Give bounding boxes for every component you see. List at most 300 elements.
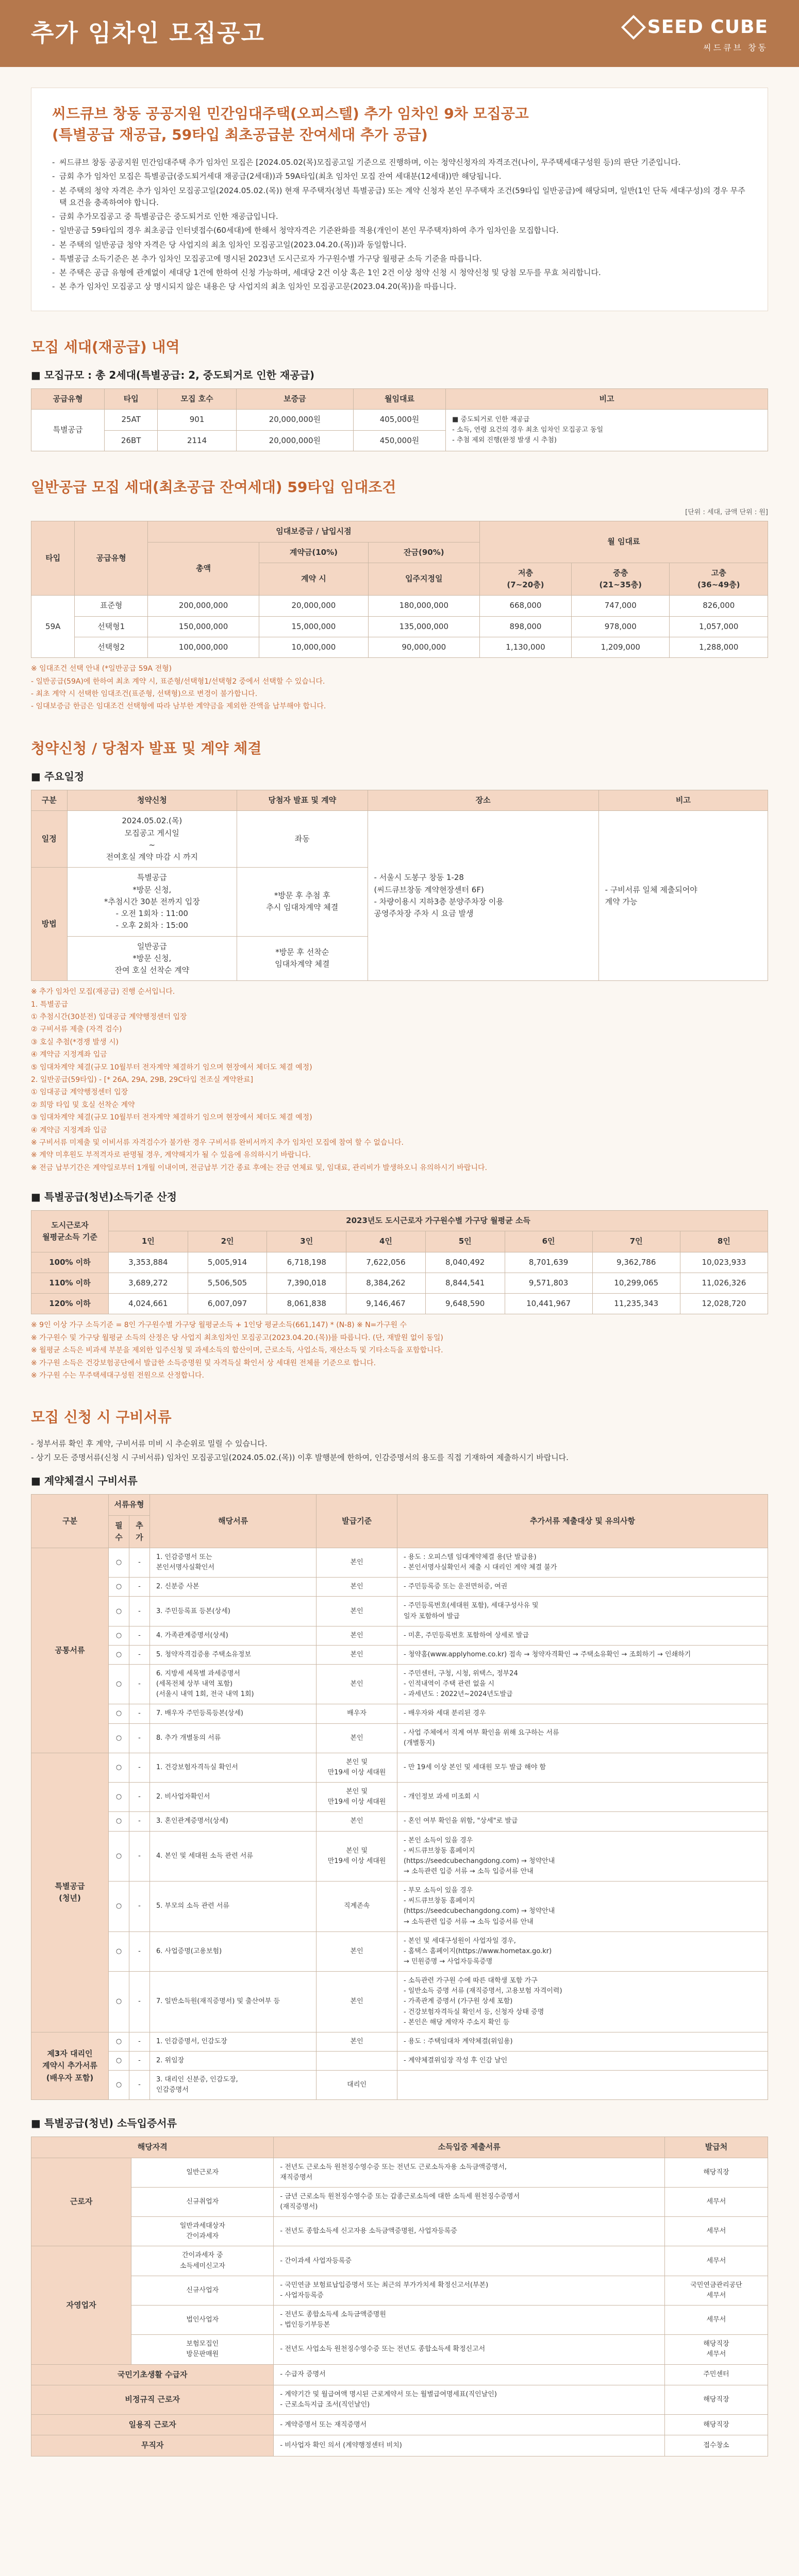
note: - 소득관련 가구원 수에 따른 대학생 포함 가구 - 일반소득 증명 서류 (재직증명서, 고용보험 자격이력) - 가족관계 증명서 (가구원 상세 포함) - 건강보험자격득실 확인서 등, 신청자 상태 증명 - 본인은 해당 계약자 주소지 확인 등 xyxy=(397,1972,768,2032)
sub-type: 보험모집인 방문판매원 xyxy=(131,2335,274,2364)
basis: 본인 xyxy=(317,1626,397,1645)
cell: 9,648,590 xyxy=(425,1294,505,1314)
group-name: 근로자 xyxy=(31,2158,131,2246)
basis: 본인 및 만19세 이상 세대원 xyxy=(317,1783,397,1812)
note-line: ② 구비서류 제출 (자격 검수) xyxy=(31,1025,122,1034)
intro-item: - 본 추가 임차인 모집공고 상 명시되지 않은 내용은 당 사업지의 최초 임차인 모집공고문(2023.04.20(목))을 따릅니다. xyxy=(52,281,747,293)
page-header xyxy=(0,0,799,67)
income-table xyxy=(31,1210,768,1314)
table-row xyxy=(31,1626,768,1645)
doc: 5. 부모의 소득 관련 서류 xyxy=(150,1882,317,1932)
cell: 9,146,467 xyxy=(346,1294,426,1314)
th: 110% 이하 xyxy=(31,1273,109,1293)
th: 타입 xyxy=(31,521,75,596)
group-name: 특별공급 (청년) xyxy=(31,1753,109,2032)
basis: 직계존속 xyxy=(317,1882,397,1932)
doc: 3. 혼인관계증명서(상세) xyxy=(150,1812,317,1831)
th: 5인 xyxy=(425,1231,505,1252)
th: 7인 xyxy=(592,1231,680,1252)
table-row xyxy=(31,1273,768,1293)
issuer: 해당직장 xyxy=(665,2158,768,2187)
sub-type: 법인사업자 xyxy=(131,2306,274,2335)
required-check: ○ xyxy=(109,1972,129,2032)
note: - 미혼, 주민등록번호 포함하여 상세로 발급 xyxy=(397,1626,768,1645)
cell: 9,571,803 xyxy=(505,1273,592,1293)
note-line: ※ 9인 이상 가구 소득기준 = 8인 가구원수별 가구당 월평균소득 + 1인당 평균소득(661,147) * (N-8) ※ N=가구원 수 xyxy=(31,1321,407,1330)
th: 고층 (36~49층) xyxy=(670,563,768,596)
doc: 2. 비사업자확인서 xyxy=(150,1783,317,1812)
cell: 180,000,000 xyxy=(368,596,479,616)
sec4-notes xyxy=(31,1319,768,1381)
doc: 6. 사업증명(고용보험) xyxy=(150,1931,317,1971)
logo-sub: 씨드큐브 창동 xyxy=(703,42,768,53)
cell: 25AT xyxy=(105,410,158,430)
cell: 978,000 xyxy=(572,616,670,637)
th: 해당자격 xyxy=(31,2137,274,2158)
sec2-notes xyxy=(31,663,768,713)
cell: 7,390,018 xyxy=(267,1273,346,1293)
cell: 6,007,097 xyxy=(188,1294,267,1314)
intro-item: - 본 주택은 공급 유형에 관계없이 세대당 1건에 한하여 신청 가능하며, 세대당 2건 이상 혹은 1인 2건 이상 청약 신청 시 청약신청 및 당첨 모두를 무효 처리합니다. xyxy=(52,267,747,279)
note: - 주민센터, 구청, 시청, 위택스, 정부24 - 인적내역이 주택 관련 없을 시 - 과세년도 : 2022년~2024년도발급 xyxy=(397,1665,768,1704)
sec2-table xyxy=(31,521,768,658)
doc: 1. 인감증명서, 인감도장 xyxy=(150,2032,317,2051)
note-line: ※ 임대조건 선택 안내 (*일반공급 59A 전형) xyxy=(31,665,172,673)
sec3-table xyxy=(31,790,768,981)
table-row xyxy=(31,2335,768,2364)
cell: 6,718,198 xyxy=(267,1252,346,1273)
note-line: ※ 가구원 수는 무주택세대구성원 전원으로 산정합니다. xyxy=(31,1371,204,1380)
cell: 405,000원 xyxy=(353,410,445,430)
basis: 본인 xyxy=(317,1645,397,1664)
optional-check: - xyxy=(129,1548,150,1578)
docs: - 전년도 근로소득 원천징수영수증 또는 전년도 근로소득자용 소득금액증명서, 재직증명서 xyxy=(274,2158,665,2187)
table-row xyxy=(31,596,768,616)
issuer: 세무서 xyxy=(665,2246,768,2276)
th: 임대보증금 / 납입시점 xyxy=(147,521,479,542)
group-name: 무직자 xyxy=(31,2435,274,2456)
optional-check: - xyxy=(129,2051,150,2070)
group-name: 국민기초생활 수급자 xyxy=(31,2364,274,2385)
th: 6인 xyxy=(505,1231,592,1252)
basis: 본인 xyxy=(317,1548,397,1578)
brand-logo xyxy=(625,13,768,55)
issuer: 해당직장 xyxy=(665,2415,768,2435)
table-row xyxy=(31,1831,768,1882)
note-line: ※ 가구원수 및 가구당 월평균 소득의 산정은 당 사업지 최초임차인 모집공고(2023.04.20.(목))를 따릅니다. (단, 재발원 없이 동일) xyxy=(31,1333,443,1342)
docs: - 전년도 사업소득 원천징수영수증 또는 전년도 종합소득세 확정신고서 xyxy=(274,2335,665,2364)
required-check: ○ xyxy=(109,2071,129,2100)
doc: 7. 배우자 주민등록등본(상세) xyxy=(150,1704,317,1723)
th: 구분 xyxy=(31,790,68,811)
table-row xyxy=(31,2246,768,2276)
intro-item: - 금회 추가 임차인 모집은 특별공급(중도퇴거세대 재공급(2세대))과 59A타입(최초 임차인 모집 잔여 세대분(12세대))만 해당됩니다. xyxy=(52,171,747,182)
th: 공급유형 xyxy=(75,521,148,596)
optional-check: - xyxy=(129,1882,150,1932)
docs-table xyxy=(31,1494,768,2100)
required-check: ○ xyxy=(109,1831,129,1882)
note: - 본인 소득이 있을 경우 - 씨드큐브창동 홈페이지 (https://seedcubechangdong.com) → 청약안내 → 소득관련 입증 서류 → 소득 입증서류 안내 xyxy=(397,1831,768,1882)
note-line: 1. 특별공급 xyxy=(31,1000,68,1009)
issuer: 세무서 xyxy=(665,2217,768,2246)
th: 발급기준 xyxy=(317,1495,397,1548)
group-name: 공통서류 xyxy=(31,1548,109,1753)
basis: 배우자 xyxy=(317,1704,397,1723)
th: 중층 (21~35층) xyxy=(572,563,670,596)
note-line: ⑤ 임대차계약 체결(규모 10월부터 전자계약 체결하기 임으며 현장에서 체더도 체결 예정) xyxy=(31,1063,312,1072)
note-line: ① 임대공급 계약행정센터 입장 xyxy=(31,1088,128,1097)
table-row xyxy=(31,2032,768,2051)
note-line: 2. 일반공급(59타입) - [* 26A, 29A, 29B, 29C타입 전조실 계약완료] xyxy=(31,1076,254,1084)
cell: 20,000,000원 xyxy=(236,430,353,451)
optional-check: - xyxy=(129,1704,150,1723)
th: 1인 xyxy=(109,1231,188,1252)
cell: 8,061,838 xyxy=(267,1294,346,1314)
table-row xyxy=(31,2435,768,2456)
cell: 9,362,786 xyxy=(592,1252,680,1273)
sec3-title: 청약신청 / 당첨자 발표 및 계약 체결 xyxy=(31,739,262,757)
th: 해당서류 xyxy=(150,1495,317,1548)
cell: 26BT xyxy=(105,430,158,451)
note: - 계약체결위임장 작성 후 인감 날인 xyxy=(397,2051,768,2070)
note-line: ① 추첨시간(30분전) 입대공급 계약행정센터 입장 xyxy=(31,1013,187,1022)
required-check: ○ xyxy=(109,1723,129,1753)
cell: 표준형 xyxy=(75,596,148,616)
cube-logo-icon xyxy=(621,15,646,40)
note-line: ※ 추가 임차인 모집(재공급) 진행 순서입니다. xyxy=(31,988,175,996)
intro-item: - 본 주택의 일반공급 청약 자격은 당 사업지의 최초 임차인 모집공고일(2023.04.20.(목))과 동일합니다. xyxy=(52,239,747,251)
th: 청약신청 xyxy=(67,790,237,811)
table-row xyxy=(31,2071,768,2100)
th: 소득입증 제출서류 xyxy=(274,2137,665,2158)
note-line: ※ 계약 미후원도 부적격자로 판명될 경우, 계약해지가 될 수 있음에 유의하시기 바랍니다. xyxy=(31,1151,311,1160)
cell: 901 xyxy=(158,410,237,430)
sec1-remark: ■ 중도퇴거로 인한 재공급 - 소득, 연령 요건의 경우 최초 임차인 모집공고 동일 - 추첨 제외 진행(완정 발생 시 추첨) xyxy=(446,410,768,451)
sec2-title: 일반공급 모집 세대(최초공급 잔여세대) 59타입 임대조건 xyxy=(31,478,396,496)
optional-check: - xyxy=(129,1753,150,1782)
intro-line: - 상기 모든 증명서류(신청 시 구비서류) 임차인 모집공고일(2024.05.02.(목)) 이후 발행분에 한하여, 인감증명서의 용도를 직접 기재하여 제출하시기 바랍니다. xyxy=(31,1453,569,1463)
basis: 본인 xyxy=(317,1597,397,1626)
th: 잔금(90%) xyxy=(368,542,479,563)
th: 방법 xyxy=(31,868,68,981)
optional-check: - xyxy=(129,1831,150,1882)
doc: 4. 가족관계증명서(상세) xyxy=(150,1626,317,1645)
note-line: ※ 월평균 소득은 비과세 부분을 제외한 입주신청 및 과세소득의 합산이며, 근로소득, 사업소득, 재산소득 및 기타소득을 포함합니다. xyxy=(31,1346,443,1355)
cell: 3,689,272 xyxy=(109,1273,188,1293)
docs: - 전년도 종합소득세 신고자용 소득금액증명원, 사업자등록증 xyxy=(274,2217,665,2246)
note: - 사업 주체에서 직계 여부 확인을 위해 요구하는 서류 (개별통지) xyxy=(397,1723,768,1753)
group-name: 일용직 근로자 xyxy=(31,2415,274,2435)
table-row xyxy=(31,1665,768,1704)
th: 일정 xyxy=(31,811,68,868)
table-row xyxy=(31,2158,768,2187)
table-row xyxy=(31,2187,768,2216)
th: 100% 이하 xyxy=(31,1252,109,1273)
table-row xyxy=(31,2051,768,2070)
group-name: 비정규직 근로자 xyxy=(31,2385,274,2414)
basis: 본인 및 만19세 이상 세대원 xyxy=(317,1753,397,1782)
note: - 주민등록번호(세대원 포함), 세대구성사유 및 일자 포함하여 발급 xyxy=(397,1597,768,1626)
required-check: ○ xyxy=(109,1597,129,1626)
basis: 본인 xyxy=(317,1812,397,1831)
cell: 8,384,262 xyxy=(346,1273,426,1293)
docs: - 계약증명서 또는 재직증명서 xyxy=(274,2415,665,2435)
table-row xyxy=(31,1645,768,1664)
note: - 주민등록증 또는 운전면허증, 여권 xyxy=(397,1578,768,1597)
th: 구분 xyxy=(31,1495,109,1548)
note: - 만 19세 이상 본인 및 세대원 모두 발급 해야 함 xyxy=(397,1753,768,1782)
income-docs-table xyxy=(31,2137,768,2456)
note: - 청약홈(www.applyhome.co.kr) 접속 → 청약자격확인 → 주택소유확인 → 조회하기 → 인쇄하기 xyxy=(397,1645,768,1664)
table-row xyxy=(31,1931,768,1971)
basis: 본인 xyxy=(317,2032,397,2051)
doc: 5. 청약자격검증용 주택소유정보 xyxy=(150,1645,317,1664)
issuer: 세무서 xyxy=(665,2187,768,2216)
cell: 8,040,492 xyxy=(425,1252,505,1273)
doc: 3. 대리인 신분증, 인감도장, 인감증명서 xyxy=(150,2071,317,2100)
table-row xyxy=(31,616,768,637)
doc: 7. 일반소득원(재직증명서) 및 출산여부 등 xyxy=(150,1972,317,2032)
table-row xyxy=(31,2276,768,2305)
table-row xyxy=(31,1753,768,1782)
cell: 1,130,000 xyxy=(479,637,571,657)
intro-box xyxy=(31,88,768,311)
type-name: 59A xyxy=(31,596,75,658)
intro-headline: 씨드큐브 창동 공공지원 민간임대주택(오피스텔) 추가 임차인 9차 모집공고 (특별공급 재공급, 59타입 최초공급분 잔여세대 추가 공급) xyxy=(52,105,529,143)
issuer: 국민연금관리공단 세무서 xyxy=(665,2276,768,2305)
sec3-place: - 서울시 도봉구 창동 1-28 (씨드큐브창동 계약현장센터 6F) - 차량이용시 지하3층 분양주차장 이용 공영주차장 주차 시 요금 발생 xyxy=(368,811,598,981)
sec1-table xyxy=(31,388,768,451)
th: 발급처 xyxy=(665,2137,768,2158)
table-row xyxy=(31,1723,768,1753)
cell: 11,026,326 xyxy=(680,1273,768,1293)
required-check: ○ xyxy=(109,1665,129,1704)
cell: 100,000,000 xyxy=(147,637,259,657)
note: - 배우자와 세대 분리된 경우 xyxy=(397,1704,768,1723)
optional-check: - xyxy=(129,2032,150,2051)
intro-item: - 씨드큐브 창동 공공지원 민간임대주택 추가 임차인 모집은 [2024.05.02(목)모집공고일 기준으로 진행하며, 이는 청약신청자의 자격조건(나이, 무주택세대구성원 등)의 판단 기준입니다. xyxy=(52,157,747,168)
cell: 7,622,056 xyxy=(346,1252,426,1273)
cell: 20,000,000 xyxy=(259,596,369,616)
table-row xyxy=(31,1597,768,1626)
cell: 4,024,661 xyxy=(109,1294,188,1314)
th: 3인 xyxy=(267,1231,346,1252)
optional-check: - xyxy=(129,1812,150,1831)
optional-check: - xyxy=(129,1626,150,1645)
required-check: ○ xyxy=(109,1704,129,1723)
th: 120% 이하 xyxy=(31,1294,109,1314)
sec3-notes xyxy=(31,986,768,1174)
cell: 668,000 xyxy=(479,596,571,616)
required-check: ○ xyxy=(109,1783,129,1812)
logo-main: SEED CUBE xyxy=(647,16,768,38)
cell: 선택형2 xyxy=(75,637,148,657)
th: 8인 xyxy=(680,1231,768,1252)
cell: 12,028,720 xyxy=(680,1294,768,1314)
sec5-sub: ■ 계약체결시 구비서류 xyxy=(31,1473,768,1489)
note-line: ④ 계약금 지정계좌 입금 xyxy=(31,1050,107,1059)
cell: 450,000원 xyxy=(353,430,445,451)
cell: 8,701,639 xyxy=(505,1252,592,1273)
required-check: ○ xyxy=(109,1578,129,1597)
required-check: ○ xyxy=(109,1931,129,1971)
cell: 10,441,967 xyxy=(505,1294,592,1314)
intro-list xyxy=(52,157,747,293)
intro-item: - 금회 추가모집공고 중 특별공급은 중도퇴거로 인한 재공급입니다. xyxy=(52,211,747,223)
cell: 1,057,000 xyxy=(670,616,768,637)
note xyxy=(397,2071,768,2100)
optional-check: - xyxy=(129,1723,150,1753)
docs: - 간이과세 사업자등록증 xyxy=(274,2246,665,2276)
optional-check: - xyxy=(129,1665,150,1704)
required-check: ○ xyxy=(109,2051,129,2070)
th: 추가서류 제출대상 및 유의사항 xyxy=(397,1495,768,1548)
th: 타입 xyxy=(105,389,158,410)
basis: 대리인 xyxy=(317,2071,397,2100)
cell: 선택형1 xyxy=(75,616,148,637)
required-check: ○ xyxy=(109,1548,129,1578)
cell: *방문 후 추첨 후 추시 임대차계약 체결 xyxy=(237,868,368,936)
sub-type: 간이과세자 중 소득세미신고자 xyxy=(131,2246,274,2276)
note-line: ※ 구비서류 미제출 및 이비서류 자격검수가 불가한 경우 구비서류 완비서까지 추가 임차인 모집에 참여 할 수 없습니다. xyxy=(31,1139,404,1147)
issuer: 주민센터 xyxy=(665,2364,768,2385)
required-check: ○ xyxy=(109,1645,129,1664)
sec3-sub: ■ 주요일정 xyxy=(31,769,768,785)
table-row xyxy=(31,1972,768,2032)
note: - 본인 및 세대구성원이 사업자일 경우, - 홈택스 홈페이지(https://www.hometax.go.kr) → 민원증명 → 사업자등록증명 xyxy=(397,1931,768,1971)
doc: 2. 신분증 사본 xyxy=(150,1578,317,1597)
cell: 826,000 xyxy=(670,596,768,616)
sub-type: 일반근로자 xyxy=(131,2158,274,2187)
docs: - 계약기간 및 월급여액 명시된 근로계약서 또는 월별급여명세표(직인날인) - 근로소득지급 조서(직인날인) xyxy=(274,2385,665,2414)
th: 계약금(10%) xyxy=(259,542,369,563)
cell: 150,000,000 xyxy=(147,616,259,637)
sec5-sub2: ■ 특별공급(청년) 소득입증서류 xyxy=(31,2115,768,2131)
cell: 11,235,343 xyxy=(592,1294,680,1314)
table-row xyxy=(31,2306,768,2335)
optional-check: - xyxy=(129,2071,150,2100)
th: 서류유형 xyxy=(109,1495,150,1515)
sec4-sub: ■ 특별공급(청년)소득기준 산정 xyxy=(31,1189,768,1205)
required-check: ○ xyxy=(109,1626,129,1645)
docs: - 수급자 증명서 xyxy=(274,2364,665,2385)
intro-item: - 특별공급 소득기준은 본 추가 임차인 모집공고에 명시된 2023년 도시근로자 가구원수별 가구당 월평균 소득 기준을 따릅니다. xyxy=(52,253,747,265)
sec1-group: 특별공급 xyxy=(31,410,105,451)
basis: 본인 xyxy=(317,1665,397,1704)
basis xyxy=(317,2051,397,2070)
doc: 8. 추가 개별동의 서류 xyxy=(150,1723,317,1753)
cell: 898,000 xyxy=(479,616,571,637)
docs: - 전년도 종합소득세 소득금액증명원 - 법인등기부등본 xyxy=(274,2306,665,2335)
th: 보증금 xyxy=(236,389,353,410)
table-row xyxy=(31,1812,768,1831)
cell: 10,023,933 xyxy=(680,1252,768,1273)
optional-check: - xyxy=(129,1972,150,2032)
th: 총액 xyxy=(147,542,259,596)
note-line: ③ 호실 추첨(*경쟁 발생 시) xyxy=(31,1038,119,1046)
cell: 2114 xyxy=(158,430,237,451)
doc: 3. 주민등록표 등본(상세) xyxy=(150,1597,317,1626)
th: 필수 xyxy=(109,1515,129,1548)
cell: 747,000 xyxy=(572,596,670,616)
cell: 2024.05.02.(목) 모집공고 게시일 ~ 전여호실 계약 마감 시 까지 xyxy=(67,811,237,868)
intro-line: - 청부서류 확인 후 계약, 구비서류 미비 시 추순위로 밀릴 수 있습니다. xyxy=(31,1438,268,1448)
doc: 6. 지방세 세목별 과세증명서 (세목전체 상부 내역 포함) (서울시 내역 1회, 전국 내역 1회) xyxy=(150,1665,317,1704)
cell: 135,000,000 xyxy=(368,616,479,637)
th: 계약 시 xyxy=(259,563,369,596)
cell: 10,000,000 xyxy=(259,637,369,657)
page-title: 추가 임차인 모집공고 xyxy=(31,19,265,47)
th: 모집 호수 xyxy=(158,389,237,410)
cell: 5,506,505 xyxy=(188,1273,267,1293)
issuer: 세무서 xyxy=(665,2306,768,2335)
cell: *방문 후 선착순 임대차계약 체결 xyxy=(237,936,368,981)
cell: 15,000,000 xyxy=(259,616,369,637)
th: 입주지정일 xyxy=(368,563,479,596)
intro-item: - 일반공급 59타입의 경우 최초공급 인터넷접수(60세대)에 한해서 청약자격은 기준완화를 적용(개인이 본인 무주택자)하여 추가 임차인을 모집합니다. xyxy=(52,225,747,236)
docs: - 국민연금 보험료납입증명서 또는 최근의 부가가치세 확정신고서(부본) - 사업자등록증 xyxy=(274,2276,665,2305)
sub-type: 일반과세대상자 간이과세자 xyxy=(131,2217,274,2246)
th: 도시근로자 월평균소득 기준 xyxy=(31,1211,109,1252)
note: - 혼인 여부 확인을 위함, "상세"로 발급 xyxy=(397,1812,768,1831)
issuer: 해당직장 xyxy=(665,2385,768,2414)
optional-check: - xyxy=(129,1645,150,1664)
th: 비고 xyxy=(598,790,768,811)
th: 저층 (7~20층) xyxy=(479,563,571,596)
cell: 90,000,000 xyxy=(368,637,479,657)
sec1-sub: ■ 모집규모 : 총 2세대(특별공급: 2, 중도퇴거로 인한 재공급) xyxy=(31,367,768,383)
cell: 5,005,914 xyxy=(188,1252,267,1273)
basis: 본인 xyxy=(317,1931,397,1971)
table-row xyxy=(31,1548,768,1578)
cell: 200,000,000 xyxy=(147,596,259,616)
sec2-unit: [단위 : 세대, 금액 단위 : 원] xyxy=(685,509,768,517)
cell: 20,000,000원 xyxy=(236,410,353,430)
cell: 10,299,065 xyxy=(592,1273,680,1293)
table-row xyxy=(31,2415,768,2435)
table-row xyxy=(31,1252,768,1273)
th: 비고 xyxy=(446,389,768,410)
th: 공급유형 xyxy=(31,389,105,410)
table-row xyxy=(31,637,768,657)
note: - 개인정보 과세 미조회 시 xyxy=(397,1783,768,1812)
basis: 본인 xyxy=(317,1578,397,1597)
docs: - 비사업자 확인 의서 (계약행정센터 비치) xyxy=(274,2435,665,2456)
table-row xyxy=(31,1704,768,1723)
sub-type: 신규사업자 xyxy=(131,2276,274,2305)
note-line: - 최초 계약 시 선택한 임대조건(표준형, 선택형)으로 변경이 불가합니다. xyxy=(31,689,258,698)
table-row xyxy=(31,2364,768,2385)
table-row xyxy=(31,2217,768,2246)
doc: 2. 위임장 xyxy=(150,2051,317,2070)
required-check: ○ xyxy=(109,1812,129,1831)
note: - 용도 : 주택임대차 계약체결(위임용) xyxy=(397,2032,768,2051)
doc: 1. 인감증명서 또는 본인서명사실확인서 xyxy=(150,1548,317,1578)
th: 월임대료 xyxy=(353,389,445,410)
note-line: ※ 전금 납부기간은 계약일로부터 1개월 이내이며, 전금납부 기간 종료 후에는 잔금 연체료 및, 임대료, 관리비가 발생하오니 유의하시기 바랍니다. xyxy=(31,1163,487,1172)
th: 당첨자 발표 및 계약 xyxy=(237,790,368,811)
table-row xyxy=(31,2385,768,2414)
required-check: ○ xyxy=(109,1882,129,1932)
sec5-title: 모집 신청 시 구비서류 xyxy=(31,1409,172,1426)
issuer: 접수창소 xyxy=(665,2435,768,2456)
cell: 일반공급 *방문 신청, 잔여 호실 선착순 계약 xyxy=(67,936,237,981)
required-check: ○ xyxy=(109,1753,129,1782)
basis: 본인 xyxy=(317,1723,397,1753)
group-name: 자영업자 xyxy=(31,2246,131,2364)
sec1-title: 모집 세대(재공급) 내역 xyxy=(31,338,180,355)
note-line: ④ 계약금 지정계좌 입금 xyxy=(31,1126,107,1134)
